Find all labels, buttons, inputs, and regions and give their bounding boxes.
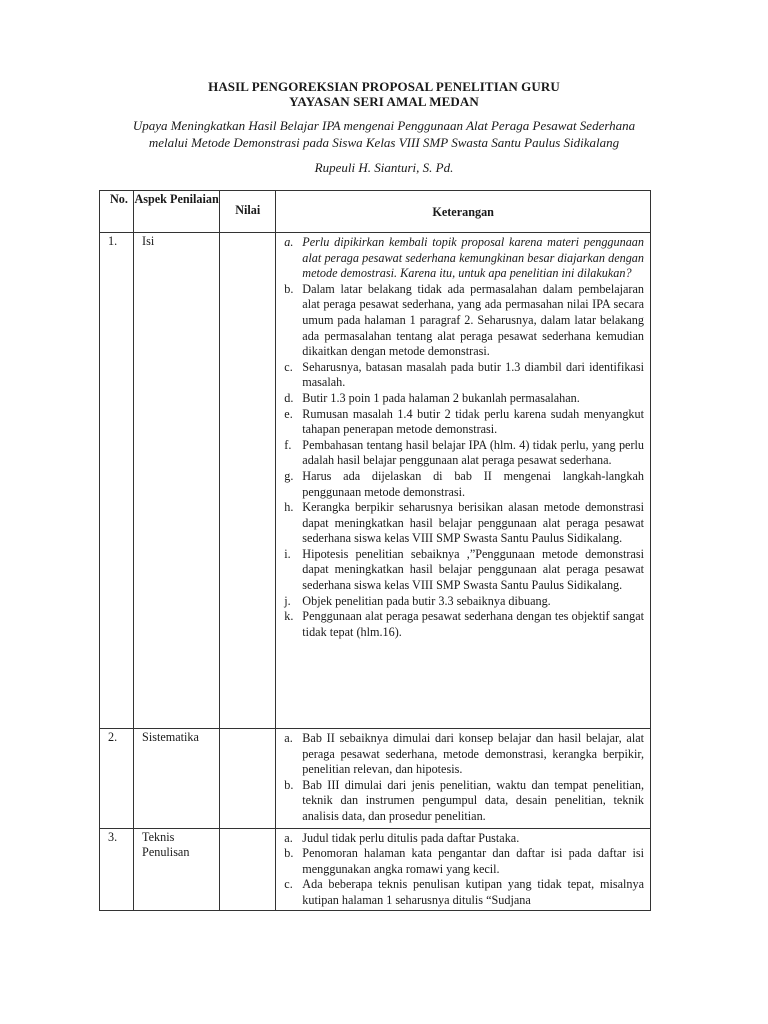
row-number: 1.	[100, 233, 134, 729]
row-nilai	[220, 828, 276, 910]
header-no: No.	[100, 191, 134, 233]
list-item: j. Objek penelitian pada butir 3.3 sebaiknya dibuang.	[284, 593, 551, 608]
document-subtitle-institution: YAYASAN SERI AMAL MEDAN	[289, 94, 479, 109]
list-item: b. Dalam latar belakang tidak ada permasalahan dalam pembelajaran alat peraga pesawat sederhana, yang ada permasahan nilai IPA secara umum pada halaman 1 paragraf 2. Seharusnya, dalam latar belakang ada permasalahan tentang alat peraga pesawat sederhana kemudian dikaitkan dengan metode demonstrasi.	[284, 281, 644, 359]
list-item: b. Bab III dimulai dari jenis penelitian, waktu dan tempat penelitian, teknik dan instrumen pengumpul data, desain penelitian, teknik analisis data, dan prosedur penelitian.	[284, 777, 644, 823]
row-keterangan	[276, 729, 651, 829]
list-item: f. Pembahasan tentang hasil belajar IPA (hlm. 4) tidak perlu, yang perlu adalah hasil belajar penggunaan alat peraga pesawat sederhana.	[284, 437, 644, 468]
list-item: b. Penomoran halaman kata pengantar dan daftar isi pada daftar isi menggunakan angka romawi yang kecil.	[284, 846, 644, 876]
table-header-row	[100, 191, 651, 233]
row-aspek: Sistematika	[134, 729, 220, 829]
proposal-title-line-1: Upaya Meningkatkan Hasil Belajar IPA mengenai Penggunaan Alat Peraga Pesawat Sederhana	[132, 118, 636, 133]
list-item: c. Seharusnya, batasan masalah pada butir 1.3 diambil dari identifikasi masalah.	[284, 359, 644, 390]
list-item: a. Bab II sebaiknya dimulai dari konsep belajar dan hasil belajar, alat peraga pesawat sederhana, metode demonstrasi, kerangka berpikir, penelitian relevan, dan hipotesis.	[284, 731, 644, 777]
list-item: i. Hipotesis penelitian sebaiknya ,”Penggunaan metode demonstrasi dapat meningkatkan hasil belajar penggunaan alat peraga pesawat sederhana siswa kelas VIII SMP Swasta Santu Paulus Sidikalang.	[284, 546, 644, 593]
list-item: a. Judul tidak perlu ditulis pada daftar Pustaka.	[284, 830, 520, 845]
document-title: HASIL PENGOREKSIAN PROPOSAL PENELITIAN GURU	[208, 79, 560, 94]
list-item: d. Butir 1.3 poin 1 pada halaman 2 bukanlah permasalahan.	[284, 390, 580, 405]
list-item: g. Harus ada dijelaskan di bab II mengenai langkah-langkah penggunaan metode demonstrasi.	[284, 468, 644, 499]
list-item: a. Perlu dipikirkan kembali topik proposal karena materi penggunaan alat peraga pesawat sederhana kemungkinan besar diajarkan dengan metode demostrasi. Karena itu, untuk apa penelitian ini dilakukan?	[284, 235, 644, 281]
header-nilai: Nilai	[220, 191, 276, 233]
row-number: 2.	[100, 729, 134, 829]
row-aspek: Teknis Penulisan	[134, 828, 220, 910]
row-nilai	[220, 729, 276, 829]
proposal-title-line-2: melalui Metode Demonstrasi pada Siswa Kelas VIII SMP Swasta Santu Paulus Sidikalang	[148, 135, 620, 150]
row-keterangan	[276, 828, 651, 910]
row-nilai	[220, 233, 276, 729]
header-keterangan: Keterangan	[276, 191, 651, 233]
table-row	[100, 729, 651, 829]
header-aspek: Aspek Penilaian	[134, 191, 220, 233]
row-aspek: Isi	[134, 233, 220, 729]
list-item: k. Penggunaan alat peraga pesawat sederhana dengan tes objektif sangat tidak tepat (hlm.16).	[284, 609, 644, 639]
keterangan-clip	[276, 829, 650, 909]
table-row	[100, 233, 651, 729]
table-row	[100, 828, 651, 910]
row-number: 3.	[100, 828, 134, 910]
list-item: e. Rumusan masalah 1.4 butir 2 tidak perlu karena sudah menyangkut tahapan penerapan metode demonstrasi.	[284, 406, 644, 437]
list-item: h. Kerangka berpikir seharusnya berisikan alasan metode demonstrasi dapat meningkatkan hasil belajar penggunaan alat peraga pesawat sederhana siswa kelas VIII SMP Swasta Santu Paulus Sidikalang.	[284, 500, 644, 546]
keterangan-list	[276, 829, 650, 909]
list-item: c. Ada beberapa teknis penulisan kutipan yang tidak tepat, misalnya kutipan halaman 1 seharusnya ditulis “Sudjana	[284, 877, 644, 907]
row-keterangan	[276, 233, 651, 729]
keterangan-list	[276, 233, 650, 643]
keterangan-list	[276, 729, 650, 828]
author-name: Rupeuli H. Sianturi, S. Pd.	[314, 160, 454, 175]
assessment-table	[99, 190, 651, 911]
